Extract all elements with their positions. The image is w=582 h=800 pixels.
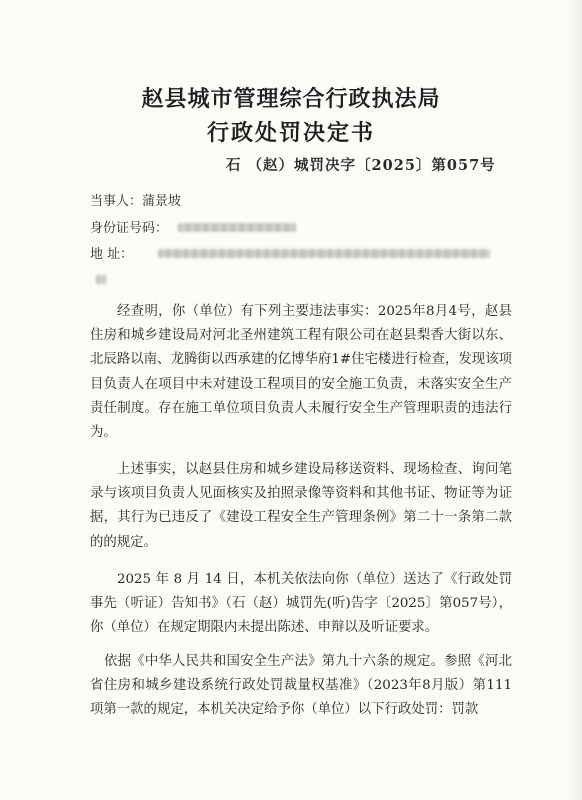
party-field: 当事人：蒲景坡 — [90, 194, 182, 209]
decision-paragraph: 依据《中华人民共和国安全生产法》第九十六条的规定。参照《河北省住房和城乡建设系统行政处罚裁量权基准》（2023年8月版）第111项第一款的规定，本机关决定给予你（单位）以下行政处罚：罚款 — [90, 654, 512, 718]
redacted-address-continued — [96, 275, 106, 284]
redacted-address — [158, 249, 490, 258]
facts-paragraph: 经查明，你（单位）有下列主要违法事实：2025年8月4号，赵县住房和城乡建设局对河北圣州建筑工程有限公司在赵县梨香大街以东、北辰路以南、龙腾街以西承建的亿博华府1#住宅楼进行检查，发现该项目负责人在项目中未对建设工程项目的安全施工负责，未落实安全生产责任制度。存在施工单位项目负责人未履行安全生产管理职责的违法行为。 — [90, 304, 512, 441]
evidence-paragraph: 上述事实，以赵县住房和城乡建设局移送资料、现场检查、询问笔录与该项目负责人见面核实及拍照录像等资料和其他书证、物证等为证据，其行为已违反了《建设工程安全生产管理条例》第二十一条第二款的的规定。 — [90, 462, 512, 550]
id-number-label: 身份证号码： — [90, 221, 169, 236]
notice-paragraph: 2025 年 8 月 14 日，本机关依法向你（单位）送达了《行政处罚事先（听证）告知书》（石（赵）城罚先(听)告字〔2025〕第057号），你（单位）在规定期限内未提出陈述、申辩以及听证要求。 — [90, 572, 512, 636]
redacted-id-number — [178, 223, 296, 232]
document-number: 石 （赵）城罚决字〔2025〕第057号 — [226, 157, 496, 174]
issuing-authority: 赵县城市管理综合行政执法局 — [141, 87, 441, 112]
address-label: 地 址： — [90, 247, 134, 262]
document-title: 行政处罚决定书 — [206, 121, 375, 146]
